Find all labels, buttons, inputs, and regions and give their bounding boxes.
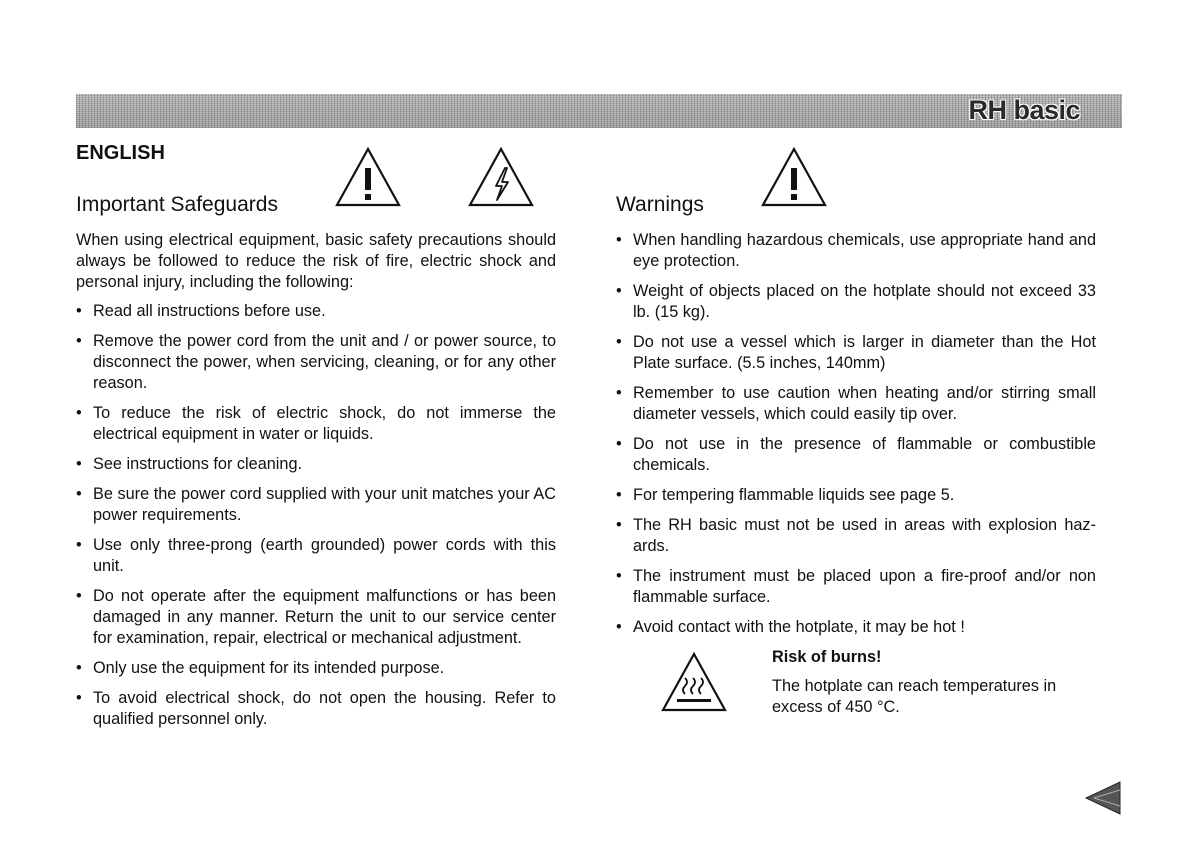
next-page-arrow-icon[interactable] xyxy=(1084,780,1124,816)
list-item: • When handling hazardous chemicals, use appropriate hand and eye protection. xyxy=(616,230,1096,272)
list-item: • Do not operate after the equipment malfunctions or has been damaged in any manner. Return the unit to our service center for examination, repair, electrical or mechanical adjustment. xyxy=(76,586,556,649)
warning-triangle-icon xyxy=(334,146,402,208)
burn-text-block xyxy=(772,647,1096,718)
list-item: • Avoid contact with the hotplate, it may be hot ! xyxy=(616,617,1096,638)
safeguards-section xyxy=(76,192,556,739)
list-item: • Do not use in the presence of flammable or combustible chemicals. xyxy=(616,434,1096,476)
warnings-list xyxy=(616,230,1096,638)
burn-warning xyxy=(616,647,1096,727)
electric-hazard-icon xyxy=(467,146,535,208)
list-item: • Do not use a vessel which is larger in diameter than the Hot Plate surface. (5.5 inches, 140mm) xyxy=(616,332,1096,374)
safeguards-title: Important Safeguards xyxy=(76,193,278,216)
warnings-title: Warnings xyxy=(616,193,704,216)
burn-title: Risk of burns! xyxy=(772,648,882,666)
list-item: • Use only three-prong (earth grounded) power cords with this unit. xyxy=(76,535,556,577)
language-heading: ENGLISH xyxy=(76,142,165,164)
list-item: • See instructions for cleaning. xyxy=(76,454,556,475)
list-item: • Weight of objects placed on the hotplate should not exceed 33 lb. (15 kg). xyxy=(616,281,1096,323)
list-item: • The RH basic must not be used in areas with explosion haz-ards. xyxy=(616,515,1096,557)
list-item: • To avoid electrical shock, do not open the housing. Refer to qualified personnel only. xyxy=(76,688,556,730)
product-title: RH basic xyxy=(968,95,1080,125)
list-item: • To reduce the risk of electric shock, do not immerse the electrical equipment in water or liquids. xyxy=(76,403,556,445)
list-item: • For tempering flammable liquids see page 5. xyxy=(616,485,1096,506)
burn-description: The hotplate can reach temperatures in excess of 450 °C. xyxy=(772,677,1057,716)
safeguards-list xyxy=(76,301,556,730)
safeguards-intro: When using electrical equipment, basic safety precautions should always be followed to reduce the risk of fire, electric shock and personal injury, including the following: xyxy=(76,231,556,291)
list-item: • Remember to use caution when heating and/or stirring small diameter vessels, which could easily tip over. xyxy=(616,383,1096,425)
list-item: • Read all instructions before use. xyxy=(76,301,556,322)
list-item: • The instrument must be placed upon a fire-proof and/or non flammable surface. xyxy=(616,566,1096,608)
hot-surface-icon xyxy=(660,651,728,713)
header-band xyxy=(76,94,1122,128)
warning-triangle-icon xyxy=(760,146,828,208)
list-item: • Only use the equipment for its intended purpose. xyxy=(76,658,556,679)
list-item: • Be sure the power cord supplied with your unit matches your AC power requirements. xyxy=(76,484,556,526)
warnings-section xyxy=(616,192,1096,727)
list-item: • Remove the power cord from the unit and / or power source, to disconnect the power, when servicing, cleaning, or for any other reason. xyxy=(76,331,556,394)
